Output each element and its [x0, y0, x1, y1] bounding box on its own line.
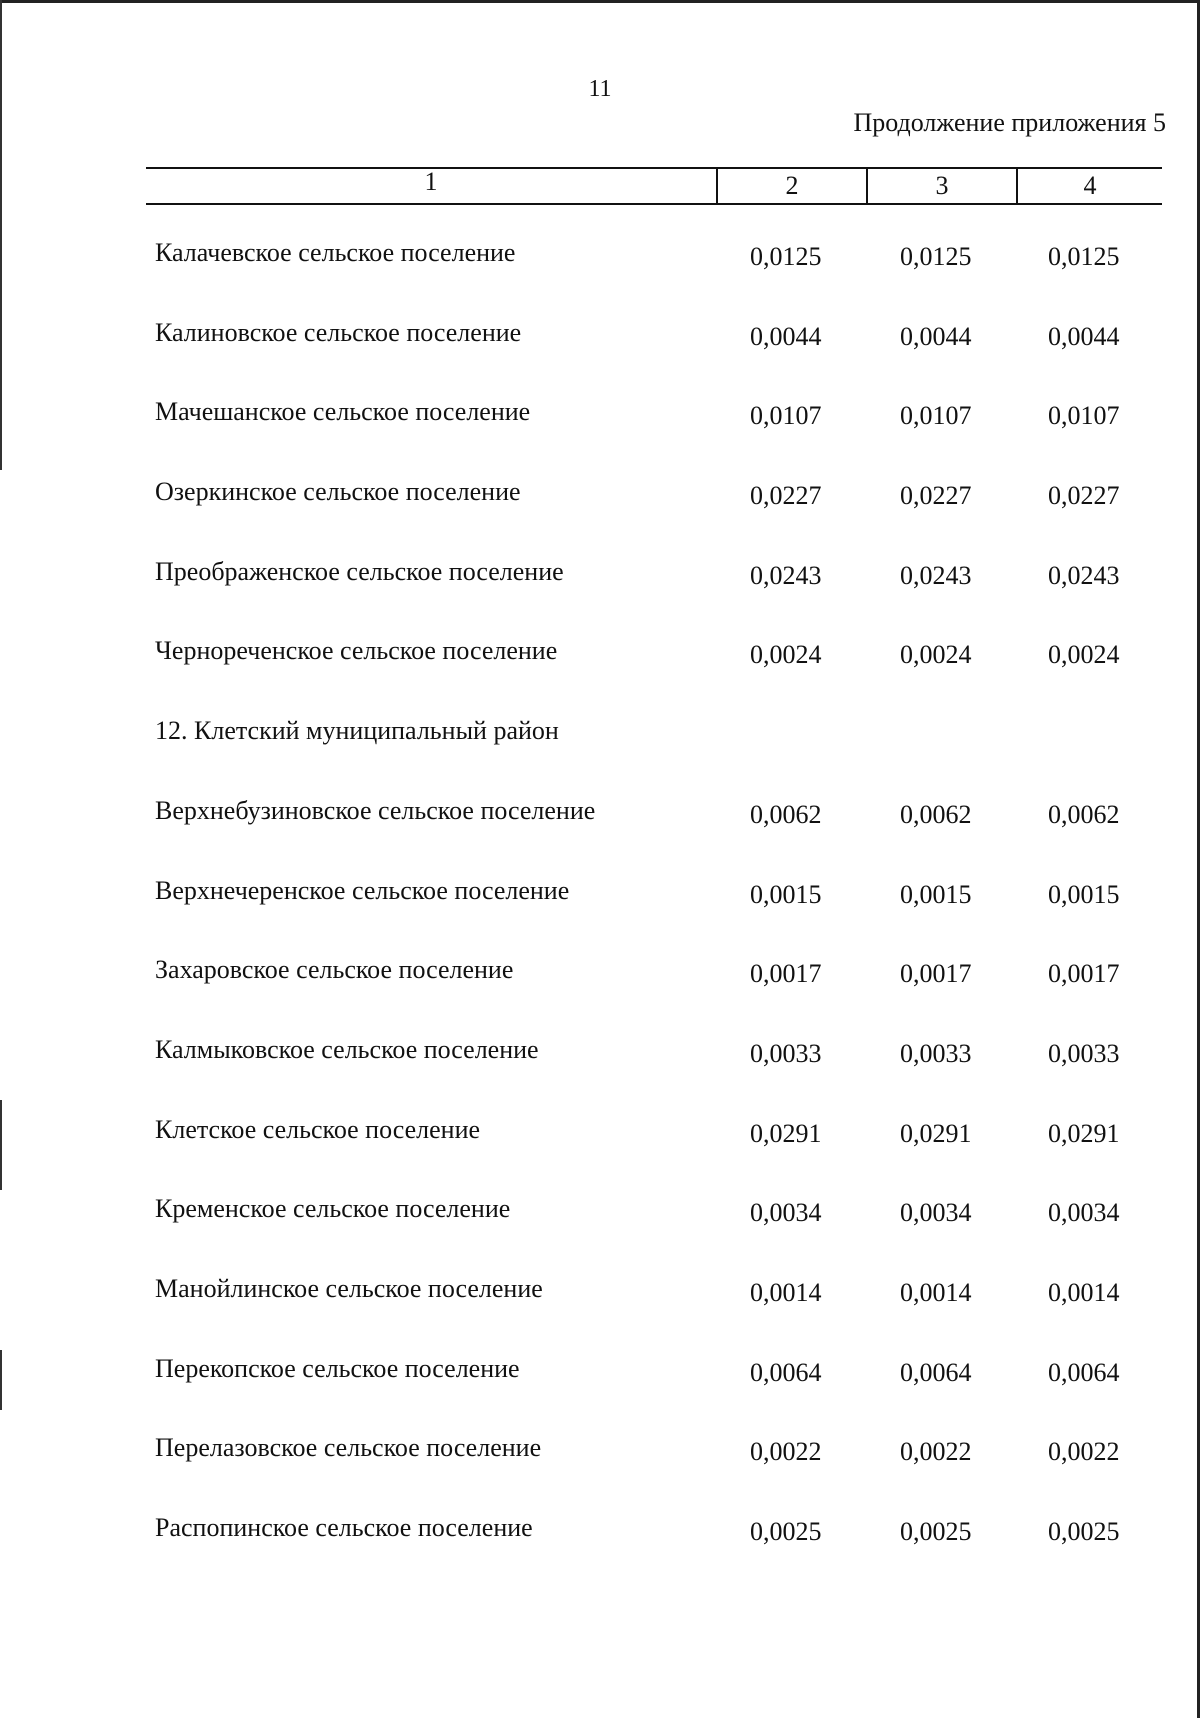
value-col-4: 0,0291	[1048, 1118, 1120, 1148]
value-col-3: 0,0022	[900, 1437, 972, 1467]
settlement-name: Верхнечеренское сельское поселение	[155, 875, 570, 905]
value-col-4: 0,0227	[1048, 481, 1120, 511]
value-col-3: 0,0125	[900, 242, 972, 271]
table-row	[0, 636, 1200, 716]
settlement-name: Озеркинское сельское поселение	[155, 477, 521, 507]
table-row	[0, 876, 1200, 956]
value-col-3: 0,0227	[900, 481, 972, 511]
table-row	[0, 1035, 1200, 1115]
value-col-2: 0,0024	[750, 640, 822, 670]
value-col-3: 0,0064	[900, 1357, 972, 1387]
value-col-4: 0,0024	[1048, 640, 1120, 670]
value-col-3: 0,0044	[900, 321, 972, 351]
table-row	[0, 238, 1200, 318]
settlement-name: Калиновское сельское поселение	[155, 317, 522, 347]
table-row	[0, 477, 1200, 557]
district-heading: 12. Клетский муниципальный район	[155, 716, 559, 746]
value-col-3: 0,0033	[900, 1038, 972, 1068]
table-row	[0, 397, 1200, 477]
column-header-1: 1	[424, 167, 438, 196]
settlement-name: Распопинское сельское поселение	[155, 1513, 533, 1542]
table-row	[0, 1354, 1200, 1434]
table-row	[0, 1194, 1200, 1274]
value-col-2: 0,0044	[750, 321, 822, 351]
page-number: 11	[588, 76, 612, 102]
column-header-2: 2	[716, 169, 866, 203]
value-col-4: 0,0064	[1048, 1357, 1120, 1387]
table-row	[0, 318, 1200, 398]
value-col-2: 0,0033	[750, 1038, 822, 1068]
value-col-2: 0,0025	[750, 1517, 822, 1546]
settlement-name: Клетское сельское поселение	[155, 1114, 481, 1144]
settlement-name: Кременское сельское поселение	[155, 1194, 511, 1224]
value-col-4: 0,0062	[1048, 799, 1120, 829]
column-header-3: 3	[866, 169, 1016, 203]
value-col-3: 0,0014	[900, 1277, 972, 1307]
value-col-4: 0,0022	[1048, 1437, 1120, 1467]
value-col-4: 0,0044	[1048, 321, 1120, 351]
value-col-3: 0,0291	[900, 1118, 972, 1148]
value-col-2: 0,0034	[750, 1198, 822, 1228]
value-col-4: 0,0015	[1048, 879, 1120, 909]
settlement-name: Перекопское сельское поселение	[155, 1353, 520, 1383]
value-col-3: 0,0024	[900, 640, 972, 670]
value-col-2: 0,0107	[750, 401, 822, 431]
settlement-name: Манойлинское сельское поселение	[155, 1273, 543, 1303]
value-col-2: 0,0062	[750, 799, 822, 829]
table-row	[0, 557, 1200, 637]
value-col-2: 0,0291	[750, 1118, 822, 1148]
value-col-2: 0,0125	[750, 242, 822, 271]
value-col-2: 0,0014	[750, 1277, 822, 1307]
settlement-name: Преображенское сельское поселение	[155, 556, 564, 586]
table-header	[146, 167, 1162, 205]
settlement-name: Чернореченское сельское поселение	[155, 636, 558, 666]
value-col-4: 0,0107	[1048, 401, 1120, 431]
table-row	[0, 955, 1200, 1035]
value-col-3: 0,0243	[900, 560, 972, 590]
value-col-4: 0,0014	[1048, 1277, 1120, 1307]
value-col-3: 0,0107	[900, 401, 972, 431]
value-col-4: 0,0033	[1048, 1038, 1120, 1068]
continuation-title: Продолжение приложения 5	[853, 108, 1166, 137]
settlement-name: Перелазовское сельское поселение	[155, 1433, 542, 1463]
value-col-4: 0,0025	[1048, 1517, 1120, 1546]
value-col-4: 0,0034	[1048, 1198, 1120, 1228]
column-header-4: 4	[1016, 169, 1162, 203]
table-body	[0, 238, 1200, 1593]
settlement-name: Мачешанское сельское поселение	[155, 397, 531, 427]
value-col-2: 0,0227	[750, 481, 822, 511]
table-row	[0, 1433, 1200, 1513]
value-col-4: 0,0017	[1048, 959, 1120, 989]
section-heading-row	[0, 716, 1200, 796]
value-col-3: 0,0034	[900, 1198, 972, 1228]
settlement-name: Калмыковское сельское поселение	[155, 1034, 539, 1064]
value-col-4: 0,0243	[1048, 560, 1120, 590]
value-col-2: 0,0017	[750, 959, 822, 989]
table-row	[0, 1513, 1200, 1593]
value-col-3: 0,0062	[900, 799, 972, 829]
table-row	[0, 796, 1200, 876]
value-col-2: 0,0243	[750, 560, 822, 590]
table-row	[0, 1274, 1200, 1354]
table-row	[0, 1115, 1200, 1195]
settlement-name: Калачевское сельское поселение	[155, 238, 516, 267]
value-col-4: 0,0125	[1048, 242, 1120, 271]
value-col-2: 0,0015	[750, 879, 822, 909]
value-col-3: 0,0017	[900, 959, 972, 989]
settlement-name: Верхнебузиновское сельское поселение	[155, 795, 596, 825]
value-col-3: 0,0015	[900, 879, 972, 909]
value-col-3: 0,0025	[900, 1517, 972, 1546]
value-col-2: 0,0022	[750, 1437, 822, 1467]
value-col-2: 0,0064	[750, 1357, 822, 1387]
settlement-name: Захаровское сельское поселение	[155, 955, 514, 985]
scan-edge-top	[0, 0, 1200, 3]
